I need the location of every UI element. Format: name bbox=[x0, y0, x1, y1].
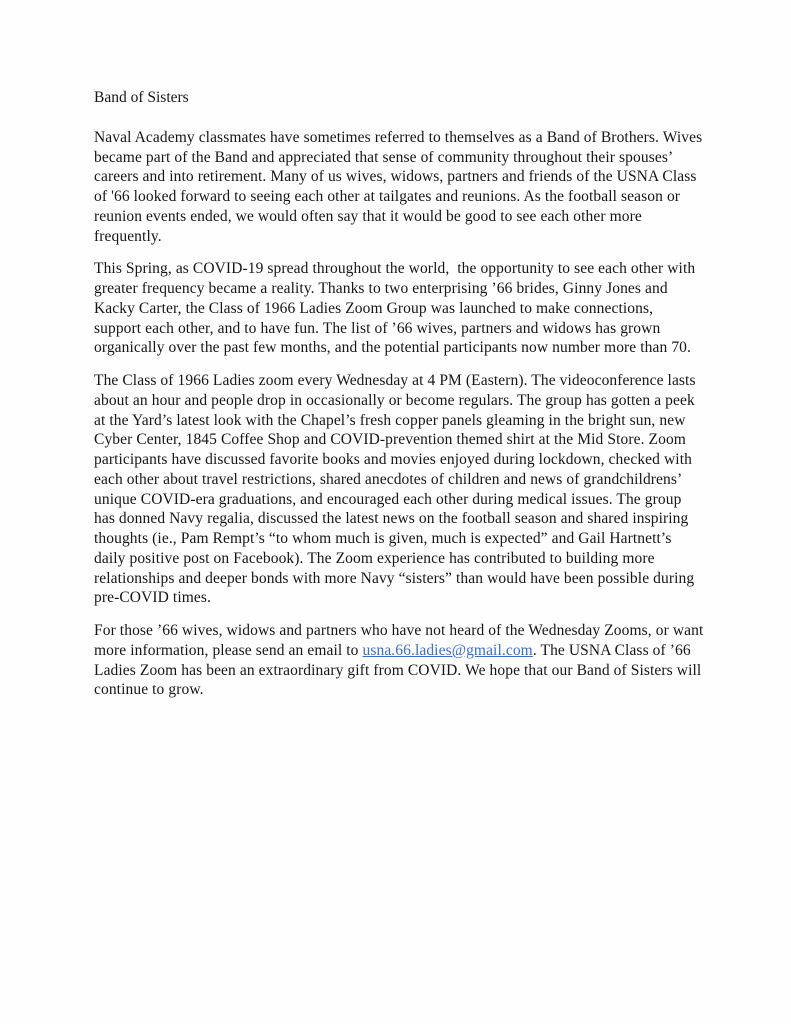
document-body bbox=[94, 88, 708, 700]
paragraph-3: The Class of 1966 Ladies zoom every Wednesday at 4 PM (Eastern). The videoconference lasts about an hour and people drop in occasionally or become regulars. The group has gotten a peek at the Yard’s latest look with the Chapel’s fresh copper panels gleaming in the bright sun, new Cyber Center, 1845 Coffee Shop and COVID-prevention themed shirt at the Mid Store. Zoom participants have discussed favorite books and movies enjoyed during lockdown, checked with each other about travel restrictions, shared anecdotes of children and news of grandchildrens’ unique COVID-era graduations, and encouraged each other during medical issues. The group has donned Navy regalia, discussed the latest news on the football season and shared inspiring thoughts (ie., Pam Rempt’s “to whom much is given, much is expected” and Gail Hartnett’s daily positive post on Facebook). The Zoom experience has contributed to building more relationships and deeper bonds with more Navy “sisters” than would have been possible during pre-COVID times. bbox=[94, 372, 700, 607]
closing-text-before-link: For those ’66 wives, widows and partners who have not heard of the Wednesday Zooms, or want more information, please send an email to bbox=[94, 622, 708, 659]
closing-text-after-link: . The USNA Class of ’66 Ladies Zoom has been an extraordinary gift from COVID. We hope that our Band of Sisters will continue to grow. bbox=[94, 641, 706, 699]
email-link[interactable]: usna.66.ladies@gmail.com bbox=[362, 641, 533, 659]
paragraph-4 bbox=[94, 621, 708, 700]
document-title: Band of Sisters bbox=[94, 89, 189, 106]
paragraph-1: Naval Academy classmates have sometimes referred to themselves as a Band of Brothers. Wives became part of the Band and appreciated that sense of community throughout their spouses’ careers and into retirement. Many of us wives, widows, partners and friends of the USNA Class of '66 looked forward to seeing each other at tailgates and reunions. As the football season or reunion events ended, we would often say that it would be good to see each other more frequently. bbox=[94, 128, 707, 245]
paragraph-2: This Spring, as COVID-19 spread throughout the world, the opportunity to see each other with greater frequency became a reality. Thanks to two enterprising ’66 brides, Ginny Jones and Kacky Carter, the Class of 1966 Ladies Zoom Group was launched to make connections, support each other, and to have fun. The list of ’66 wives, partners and widows has grown organically over the past few months, and the potential participants now number more than 70. bbox=[94, 260, 700, 357]
